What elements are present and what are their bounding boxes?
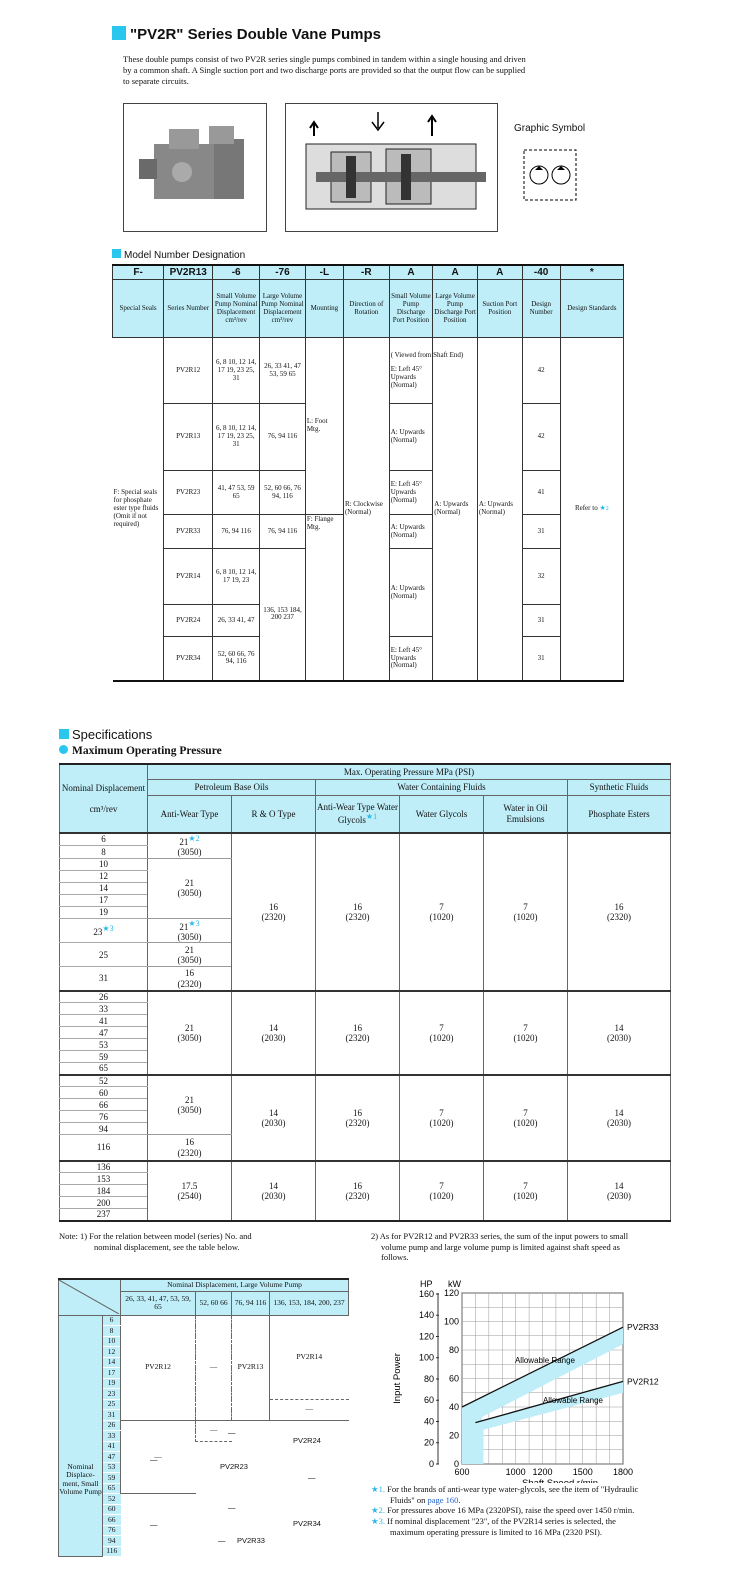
note-1: Note: 1) For the relation between model (series) No. and nominal displacement, see the table below. xyxy=(59,1231,252,1252)
disp-num: 47 xyxy=(103,1452,121,1463)
disp-num: 14 xyxy=(103,1357,121,1368)
disp-num: 59 xyxy=(103,1473,121,1484)
hp-tick: 40 xyxy=(423,1416,434,1427)
pump-cross-section xyxy=(285,103,498,232)
disp-num: 52 xyxy=(103,1494,121,1505)
hp-label: HP xyxy=(420,1279,433,1289)
page-title: "PV2R" Series Double Vane Pumps xyxy=(112,26,381,43)
dash: — xyxy=(150,1455,158,1464)
code-small: -6 xyxy=(213,265,260,280)
disp-num: 8 xyxy=(103,1326,121,1337)
page-link[interactable]: page 160 xyxy=(427,1494,459,1505)
hp-tick: 20 xyxy=(423,1437,434,1448)
y-label: Input Power xyxy=(392,1353,403,1404)
code-large: -76 xyxy=(260,265,306,280)
dash: — xyxy=(270,1399,349,1420)
note-2: 2) As for PV2R12 and PV2R33 series, the sum of the input powers to small volume pump and large volume pump is limited against shaft speed as follows. xyxy=(371,1231,629,1263)
disp-num: 33 xyxy=(103,1431,121,1442)
pump-photo xyxy=(123,103,267,232)
code-rotation: -R xyxy=(343,265,389,280)
dash: — xyxy=(150,1520,158,1529)
code-standard: * xyxy=(560,265,623,280)
x-tick: 1200 xyxy=(532,1467,553,1477)
spec-subheading: Maximum Operating Pressure xyxy=(59,745,222,757)
kw-tick: 60 xyxy=(448,1373,459,1384)
hp-tick: 160 xyxy=(418,1288,434,1299)
kw-label: kW xyxy=(448,1279,461,1289)
spec-heading: Specifications xyxy=(59,727,152,742)
x-tick: 1500 xyxy=(572,1467,593,1477)
hp-tick: 100 xyxy=(418,1352,434,1363)
hp-tick: 0 xyxy=(428,1459,434,1469)
special-seals-cell: F: Special seals for phosphate ester type fluids (Omit if not required) xyxy=(113,338,164,681)
kw-tick: 120 xyxy=(443,1288,459,1298)
hp-tick: 140 xyxy=(418,1310,434,1321)
x-label xyxy=(522,1478,598,1483)
PV2R34: PV2R34 xyxy=(293,1519,321,1528)
model-heading: Model Number Designation xyxy=(112,249,245,261)
side-label: Nominal Displace- ment, Small Volume Pump xyxy=(59,1315,103,1557)
x-tick: 1800 xyxy=(612,1467,634,1477)
code-special: F- xyxy=(113,265,164,280)
disp-num: 94 xyxy=(103,1536,121,1547)
series-label-PV2R12: PV2R12 xyxy=(627,1376,659,1387)
disp-num: 66 xyxy=(103,1515,121,1526)
disp-num: 41 xyxy=(103,1441,121,1452)
kw-tick: 20 xyxy=(448,1430,459,1441)
disp-num: 19 xyxy=(103,1378,121,1389)
dash: — xyxy=(228,1503,236,1512)
title-marker xyxy=(112,26,126,40)
disp-num: 60 xyxy=(103,1504,121,1515)
kw-tick: 80 xyxy=(448,1345,459,1355)
dash: — xyxy=(121,1420,196,1494)
hp-tick: 120 xyxy=(418,1331,434,1342)
footnotes: ★1. For the brands of anti-wear type water-glycols, see the item of "Hydraulic Fluids" on page 160. ★2. For pressures above 16 MPa (2320PSI), raise the speed over 1450 r/min. ★3. If nominal displacement "23", of the PV2R14 series is selected, the maximum operating pressure is limited to 16 MPa (2320 PSI). xyxy=(371,1484,639,1537)
kw-tick: 40 xyxy=(448,1402,459,1412)
x-tick: 600 xyxy=(454,1467,470,1477)
annotation-2: Allowable Range xyxy=(542,1396,604,1405)
disp-num: 116 xyxy=(103,1546,121,1557)
dash: — xyxy=(218,1536,226,1545)
model-table: F- PV2R13 -6 -76 -L -R A A A -40 * Special Seals Series Number Small Volume Pump Nominal Displacement cm³/rev Large Volume Pump Nominal Displacement cm³/rev Mounting Direction of Rotation Small Volume Pump Discharge Port Position Large Volume Pump Discharge Port Position Suction Port Position Design Number Design Standards F: Special seals for phosphate ester type fluids (Omit if not required) PV2R12 6, 8 10, 12 14, 17 19, 23 25, 31 26, 33 41, 47 53, 59 65 L: Foot Mtg. R: Clockwise (Normal) ( Viewed from Shaft End) E: Left 45° Upwards (Normal) A: Upwards (Normal) A: Upwards (Normal) 42 Refer to ★2 PV2R13 6, 8 10, 12 14, 17 19, 23 25, 31 76, 94 116 A: Upwards (Normal) 42 PV2R23 41, 47 53, 59 65 52, 60 66, 76 94, 116 E: Left 45° Upwards (Normal) 41 PV2R33 76, 94 116 76, 94 116 F: Flange Mtg. A: Upwards (Normal) 31 PV2R14 6, 8 10, 12 14, 17 19, 23 136, 153 184, 200 237 A: Upwards (Normal) 32 PV2R24 26, 33 41, 47 31 PV2R34 52, 60 66, 76 94, 116 E: Left 45° Upwards (Normal) 31 xyxy=(112,264,624,682)
code-series: PV2R13 xyxy=(164,265,213,280)
PV2R33: PV2R33 xyxy=(237,1536,265,1545)
graphic-symbol-label: Graphic Symbol xyxy=(514,123,586,134)
disp-num: 76 xyxy=(103,1525,121,1536)
dash: — xyxy=(228,1428,236,1437)
series-table: Nominal Displacement, Large Volume Pump 26, 33, 41, 47, 53, 59, 65 52, 60 66 76, 94 116 136, 153, 184, 200, 237 Nominal Displace- ment, Small Volume Pump 6 PV2R12 — PV2R13 PV2R14 8 10 12 14 17 19 23 25 — 31 26 — — 33 41 47 53 59 65 52 60 66 76 94 116 xyxy=(58,1278,349,1557)
PV2R23: PV2R23 xyxy=(220,1462,248,1471)
disp-num: 26 xyxy=(103,1420,121,1431)
code-small-port: A xyxy=(389,265,433,280)
disp-num: 31 xyxy=(103,1410,121,1421)
code-suction: A xyxy=(477,265,522,280)
design-standards-cell: Refer to ★2 xyxy=(560,338,623,681)
code-design: -40 xyxy=(522,265,560,280)
intro-text: These double pumps consist of two PV2R series single pumps combined in tandem within a single housing and driven by a common shaft. A Single suction port and two discharge ports are provided so that the output flow can be supplied to separate circuits. xyxy=(123,54,526,87)
disp-num: 23 xyxy=(103,1389,121,1400)
PV2R12: PV2R12 xyxy=(121,1315,196,1420)
hp-tick: 80 xyxy=(423,1373,434,1384)
disp-num: 65 xyxy=(103,1483,121,1494)
dash: — xyxy=(196,1420,232,1441)
power-chart xyxy=(380,1273,680,1483)
disp-num: 10 xyxy=(103,1336,121,1347)
graphic-symbol xyxy=(520,146,580,204)
disp-num: 12 xyxy=(103,1347,121,1358)
pressure-table: Nominal Displacement cm³/rev Max. Operating Pressure MPa (PSI) Petroleum Base Oils Water Containing Fluids Synthetic Fluids Anti-Wear Type R & O Type Anti-Wear Type Water Glycols★1 Water Glycols Water in Oil Emulsions Phosphate Esters 6 21★2 (3050) 16 (2320) 16 (2320) 7 (1020) 7 (1020) 16 (2320) 8 10 21 (3050) 12 14 17 19 23★3 21★3 (3050) 25 21 (3050) 31 16 (2320) 26 21 (3050) 14 (2030) 16 (2320) 7 (1020) 7 (1020) 14 (2030) 33 41 47 53 59 65 52 21 (3050) 14 (2030) 16 (2320) 7 (1020) 7 (1020) 14 (2030) 60 66 76 94 116 16 (2320) 136 17.5 (2540) 14 (2030) 16 (2320) 7 (1020) 7 (1020) 14 (2030) 153 184 200 237 xyxy=(59,763,671,1222)
disp-num: 53 xyxy=(103,1462,121,1473)
hp-tick: 60 xyxy=(423,1395,434,1406)
disp-num: 6 xyxy=(103,1315,121,1326)
disp-num: 17 xyxy=(103,1368,121,1379)
PV2R14: PV2R14 xyxy=(270,1315,349,1399)
code-mounting: -L xyxy=(305,265,343,280)
disp-num: 25 xyxy=(103,1399,121,1410)
PV2R24: PV2R24 xyxy=(293,1436,321,1445)
annotation-1: Allowable Range xyxy=(514,1356,576,1365)
series-label-PV2R33: PV2R33 xyxy=(627,1322,659,1333)
PV2R13: PV2R13 xyxy=(232,1315,270,1420)
dash: — xyxy=(196,1315,232,1420)
kw-tick: 0 xyxy=(453,1459,459,1469)
dash: — xyxy=(308,1473,316,1482)
code-large-port: A xyxy=(433,265,478,280)
kw-tick: 100 xyxy=(443,1316,459,1327)
x-tick: 1000 xyxy=(505,1467,526,1477)
